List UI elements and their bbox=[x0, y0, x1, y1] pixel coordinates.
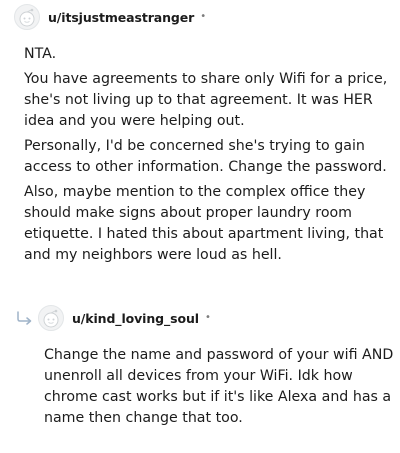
comment-paragraph: Change the name and password of your wifi AND unenroll all devices from your WiFi. Idk how chrome cast works but if it's like Alexa and has a name then change that too. bbox=[44, 347, 394, 426]
comment-body bbox=[44, 345, 394, 433]
avatar[interactable] bbox=[14, 4, 40, 30]
meta-separator: • bbox=[200, 11, 207, 22]
comment-header bbox=[14, 4, 206, 30]
comment-paragraph: NTA. bbox=[24, 46, 57, 62]
meta-separator: • bbox=[204, 312, 211, 323]
default-snoo-avatar-icon bbox=[15, 5, 39, 29]
avatar[interactable] bbox=[38, 305, 64, 331]
comment-header bbox=[38, 305, 211, 331]
username[interactable]: u/itsjustmeastranger bbox=[48, 9, 195, 25]
username[interactable]: u/kind_loving_soul bbox=[72, 310, 199, 326]
comment-body bbox=[24, 44, 394, 270]
comment-paragraph: Personally, I'd be concerned she's trying to gain access to other information. Change the password. bbox=[24, 138, 387, 175]
reply-arrow-icon bbox=[16, 310, 34, 329]
comment-paragraph: Also, maybe mention to the complex office they should make signs about proper laundry room etiquette. I hated this about apartment living, that and my neighbors were loud as hell. bbox=[24, 184, 384, 263]
default-snoo-avatar-icon bbox=[39, 306, 63, 330]
comment-paragraph: You have agreements to share only Wifi for a price, she's not living up to that agreement. It was HER idea and you were helping out. bbox=[24, 71, 388, 129]
